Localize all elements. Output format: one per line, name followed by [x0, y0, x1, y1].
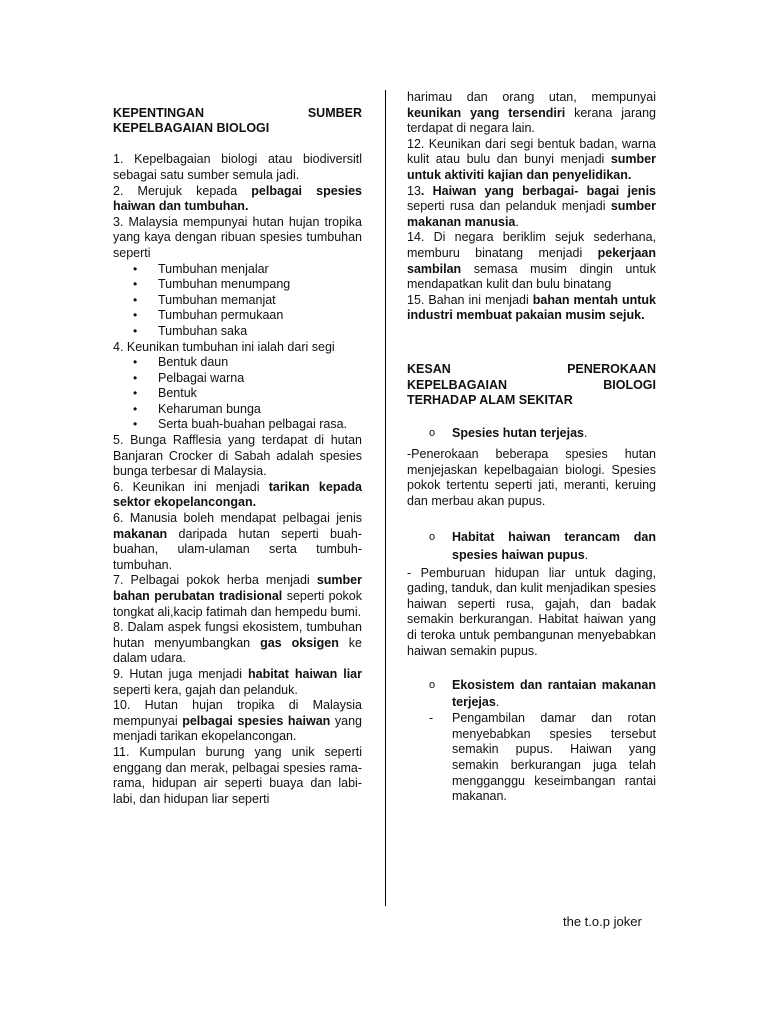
- paragraph-10: 9. Hutan juga menjadi habitat haiwan liar seperti kera, gajah dan pelanduk.: [113, 666, 362, 697]
- paragraph-r2: 12. Keunikan dari segi bentuk badan, warna kulit atau bulu dan bunyi menjadi sumber untuk aktiviti kajian dan penyelidikan.: [407, 136, 656, 182]
- right-column: [407, 90, 656, 805]
- plant-types-list: [113, 262, 362, 340]
- paragraph-2: 2. Merujuk kepada pelbagai spesies haiwan dan tumbuhan.: [113, 183, 362, 214]
- paragraph-1: 1. Kepelbagaian biologi atau biodiversitl sebagai satu sumber semula jadi.: [113, 152, 362, 182]
- uniqueness-list: [113, 355, 362, 433]
- paragraph-r4: 14. Di negara beriklim sejuk sederhana, memburu binatang menjadi pekerjaan sambilan semasa musim dingin untuk mendapatkan kulit dan bulu binatang: [407, 230, 656, 292]
- subheading-species-affected: o Spesies hutan terjejas.: [429, 425, 588, 440]
- paragraph-6: 6. Keunikan ini menjadi tarikan kepada sektor ekopelancongan.: [113, 479, 362, 510]
- paragraph-11: 10. Hutan hujan tropika di Malaysia mempunyai pelbagai spesies haiwan yang menjadi tarikan ekopelancongan.: [113, 698, 362, 744]
- circle-bullet-icon: o: [429, 530, 436, 543]
- subheading-habitat-threatened: o Habitat haiwan terancam dan spesies haiwan pupus.: [429, 529, 656, 562]
- paragraph-5: 5. Bunga Rafflesia yang terdapat di hutan Banjaran Crocker di Sabah adalah spesies bunga terbesar di Malaysia.: [113, 433, 362, 479]
- section-heading-1: KEPENTINGAN SUMBER: [113, 105, 362, 120]
- list-item: • Pelbagai warna: [113, 371, 362, 387]
- paragraph-9: 8. Dalam aspek fungsi ekosistem, tumbuhan hutan menyumbangkan gas oksigen ke dalam udara.: [113, 620, 362, 666]
- paragraph-habitat-threatened: - Pemburuan hidupan liar untuk daging, gading, tanduk, dan kulit menjadikan spesies haiwan seperti rusa, gajah, dan badak semakin berkurangan. Habitat haiwan yang di teroka untuk pembangunan menyebabkan haiwan semakin pupus.: [407, 565, 656, 658]
- list-item: • Tumbuhan menjalar: [113, 262, 362, 278]
- paragraph-3: 3. Malaysia mempunyai hutan hujan tropika yang kaya dengan ribuan spesies tumbuhan seperti: [113, 214, 362, 260]
- paragraph-7: 6. Manusia boleh mendapat pelbagai jenis makanan daripada hutan seperti buah-buahan, ulam-ulaman serta tumbuh-tumbuhan.: [113, 511, 362, 572]
- list-item: • Bentuk: [113, 386, 362, 402]
- list-item: • Tumbuhan permukaan: [113, 308, 362, 324]
- list-item: • Serta buah-buahan pelbagai rasa.: [113, 417, 362, 433]
- list-item: • Keharuman bunga: [113, 402, 362, 418]
- list-item: • Tumbuhan memanjat: [113, 293, 362, 309]
- list-item: • Bentuk daun: [113, 355, 362, 371]
- paragraph-r3: 13. Haiwan yang berbagai- bagai jenis seperti rusa dan pelanduk menjadi sumber makanan manusia.: [407, 183, 656, 229]
- paragraph-12: 11. Kumpulan burung yang unik seperti enggang dan merak, pelbagai spesies rama-rama, hidupan air seperti buaya dan labi-labi, dan hidupan liar seperti: [113, 744, 362, 806]
- paragraph-species-affected: -Penerokaan beberapa spesies hutan menjejaskan kepelbagaian biologi. Spesies pokok tertentu seperti jati, meranti, keruing dan merbau akan pupus.: [407, 447, 656, 509]
- left-column: [113, 90, 362, 807]
- column-divider: [385, 90, 386, 906]
- paragraph-4: 4. Keunikan tumbuhan ini ialah dari segi: [113, 339, 335, 354]
- dash-bullet: -: [429, 711, 434, 726]
- paragraph-r5: 15. Bahan ini menjadi bahan mentah untuk industri membuat pakaian musim sejuk.: [407, 292, 656, 323]
- circle-bullet-icon: o: [429, 679, 436, 692]
- section-heading-1-line2: KEPELBAGAIAN BIOLOGI: [113, 121, 270, 136]
- subheading-ecosystem-affected: o Ekosistem dan rantaian makanan terjejas.: [429, 678, 656, 710]
- footer-signature: the t.o.p joker: [563, 914, 642, 929]
- paragraph-8: 7. Pelbagai pokok herba menjadi sumber bahan perubatan tradisional seperti pokok tongkat ali,kacip fatimah dan hempedu bumi.: [113, 573, 362, 619]
- section-heading-2-line3: TERHADAP ALAM SEKITAR: [407, 393, 573, 408]
- list-item: • Tumbuhan saka: [113, 324, 362, 340]
- list-item: • Tumbuhan menumpang: [113, 277, 362, 293]
- section-heading-2-line2: KEPELBAGAIAN BIOLOGI: [407, 377, 656, 392]
- section-heading-2: KESAN PENEROKAAN: [407, 361, 656, 376]
- paragraph-ecosystem-affected: - Pengambilan damar dan rotan menyebabkan spesies tersebut semakin pupus. Haiwan yang semakin berkurangan juga telah mengganggu keseimbangan rantai makanan.: [429, 711, 656, 804]
- paragraph-r1: harimau dan orang utan, mempunyai keunikan yang tersendiri kerana jarang terdapat di negara lain.: [407, 90, 656, 136]
- circle-bullet-icon: o: [429, 426, 436, 439]
